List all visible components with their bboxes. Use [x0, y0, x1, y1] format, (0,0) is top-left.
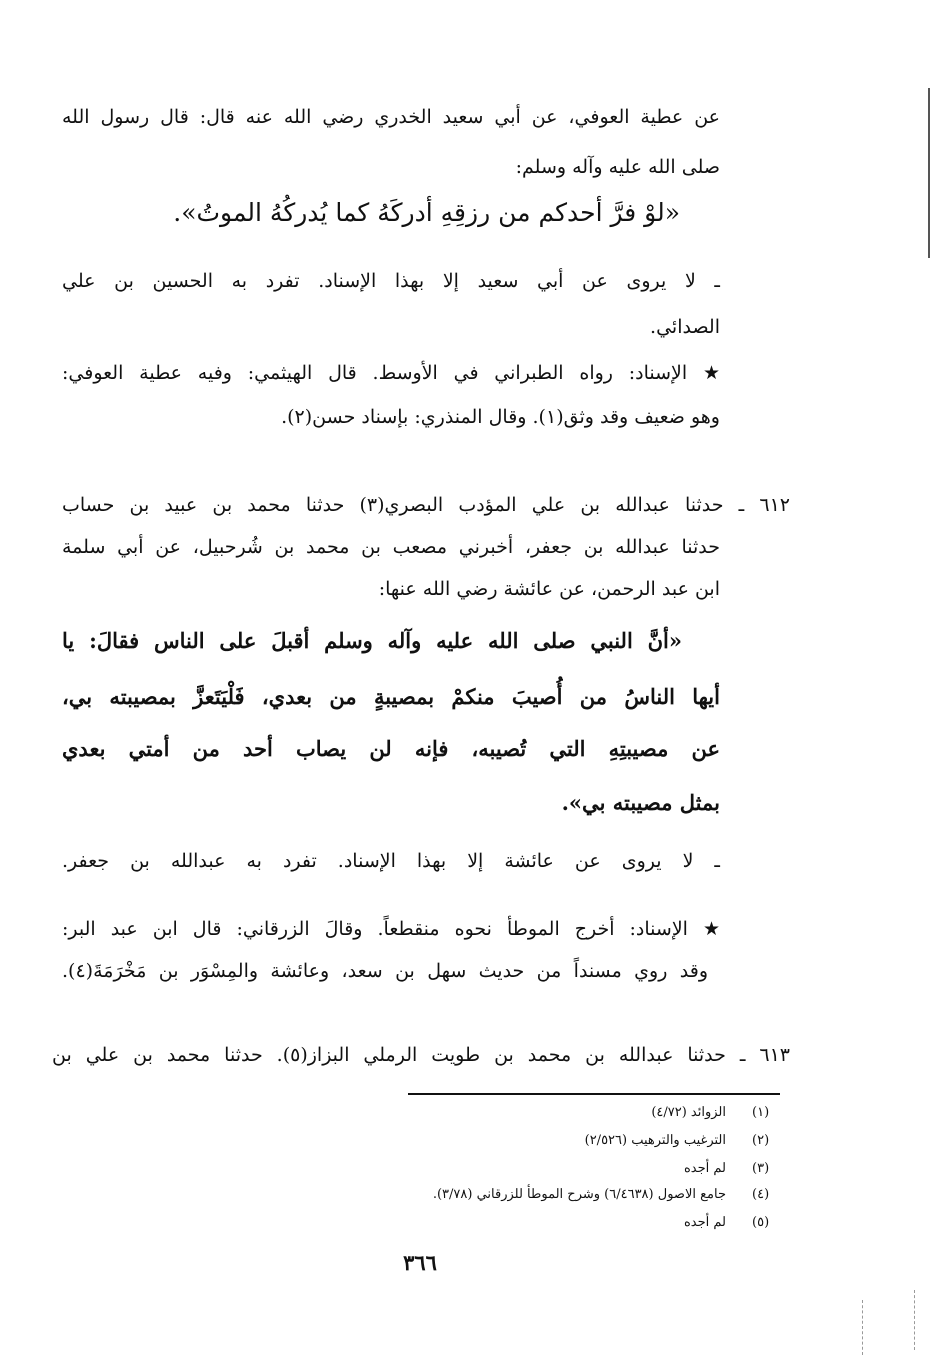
text-line: ـ لا يروى عن عائشة إلا بهذا الإسناد. تفرد به عبدالله بن جعفر.	[62, 850, 720, 872]
binding-mark	[928, 88, 930, 258]
footnote-text: الزوائد (٤/٧٢)	[651, 1105, 726, 1120]
page-number: ٣٦٦	[403, 1250, 437, 1275]
footnote-number: (٣)	[752, 1161, 770, 1176]
hadith-number-line: ٦١٢ ـ حدثنا عبدالله بن علي المؤدب البصري(٣) حدثنا محمد بن عبيد بن حساب	[62, 494, 791, 516]
hadith-matn: بمثل مصيبته بي».	[561, 790, 720, 815]
hadith-matn: «أنَّ النبي صلى الله عليه وآله وسلم أقبلَ على الناس فقالَ: يا	[62, 628, 682, 653]
isnad-line: ★ الإسناد: أخرج الموطأ نحوه منقطعاً. وقالَ الزرقاني: قال ابن عبد البر:	[62, 918, 720, 940]
text-line: حدثنا عبدالله بن جعفر، أخبرني مصعب بن محمد بن شُرحبيل، عن أبي سلمة	[62, 536, 720, 558]
isnad-line: ★ الإسناد: رواه الطبراني في الأوسط. قال الهيثمي: وفيه عطية العوفي:	[62, 362, 720, 384]
binding-mark-dashed	[862, 1300, 863, 1355]
footnote-number: (٥)	[752, 1215, 770, 1230]
footnote-text: لم أجده	[683, 1161, 726, 1176]
hadith-matn: عن مصيبتِهِ التي تُصيبه، فإنه لن يصاب أحد من أمتي بعدي	[62, 736, 720, 761]
footnote-number: (٤)	[752, 1187, 770, 1202]
text-line: ابن عبد الرحمن، عن عائشة رضي الله عنها:	[378, 578, 720, 600]
text-line: ـ لا يروى عن أبي سعيد إلا بهذا الإسناد. تفرد به الحسين بن علي	[62, 270, 720, 292]
footnote-text: جامع الاصول (٦/٤٦٣٨) وشرح الموطأ للزرقاني (٣/٧٨).	[432, 1187, 726, 1202]
footnote-rule	[408, 1093, 780, 1095]
footnote-text: لم أجده	[683, 1215, 726, 1230]
text-line: صلى الله عليه وآله وسلم:	[515, 156, 720, 178]
isnad-line: وقد روي مسنداً من حديث سهل بن سعد، وعائشة والمِسْوَر بن مَخْرَمَةَ(٤).	[62, 960, 708, 982]
hadith-matn: أيها الناسُ من أُصيبَ منكمْ بمصيبةٍ من بعدي، فَلْيَتَعزَّ بمصيبته بي،	[62, 684, 720, 709]
text-line: عن عطية العوفي، عن أبي سعيد الخدري رضي الله عنه قال: قال رسول الله	[62, 106, 720, 128]
isnad-line: وهو ضعيف وقد وثق(١). وقال المنذري: بإسناد حسن(٢).	[281, 406, 720, 428]
binding-mark-dashed	[914, 1290, 915, 1350]
footnote-text: الترغيب والترهيب (٢/٥٢٦)	[584, 1133, 726, 1148]
hadith-matn: «لوْ فرَّ أحدكم من رزقِهِ أدركَهُ كما يُدركُهُ الموتُ».	[173, 198, 680, 227]
footnote-number: (١)	[752, 1105, 770, 1120]
footnote-number: (٢)	[752, 1133, 770, 1148]
hadith-number-line: ٦١٣ ـ حدثنا عبدالله بن محمد بن طويت الرملي البزاز(٥). حدثنا محمد بن علي بن	[52, 1044, 790, 1066]
text-line: الصدائي.	[650, 316, 720, 338]
